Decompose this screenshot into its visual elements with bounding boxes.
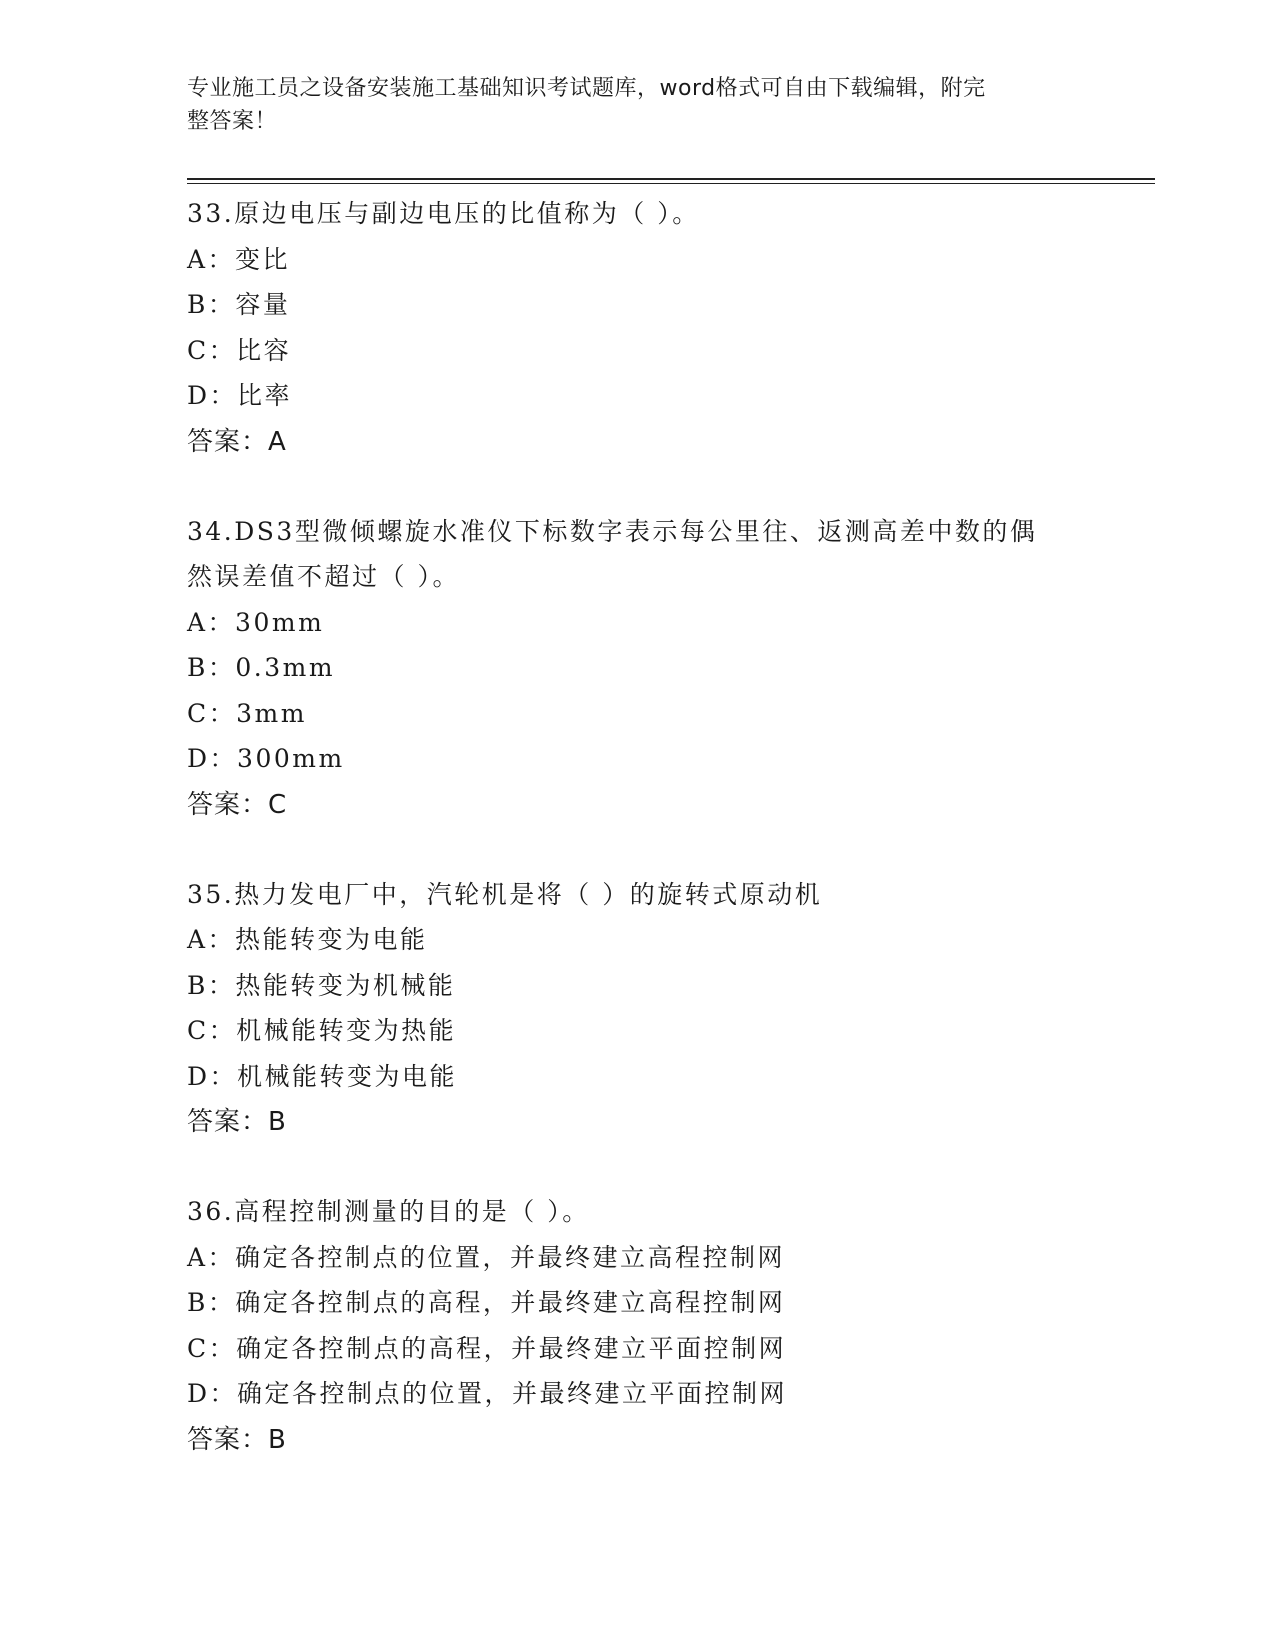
document-header (187, 72, 1087, 138)
question-title-continued: 然误差值不超过（ ）。 (187, 562, 460, 591)
answer-line: 答案：C (187, 789, 288, 820)
option-a: A：变比 (187, 244, 291, 274)
option-a: A：热能转变为电能 (187, 925, 428, 954)
answer-line: 答案：B (187, 1107, 287, 1137)
option-a: A：确定各控制点的位置，并最终建立高程控制网 (187, 1242, 786, 1272)
header-line-1: 专业施工员之设备安装施工基础知识考试题库，word格式可自由下载编辑，附完 (187, 76, 986, 101)
header-divider-thick (187, 178, 1155, 180)
question-35 (187, 872, 1087, 1146)
option-a: A：30mm (187, 607, 325, 637)
question-spacer (187, 1145, 1087, 1189)
option-d: D：比率 (187, 381, 293, 410)
answer-line: 答案：B (187, 1424, 287, 1455)
option-b: B：容量 (187, 290, 291, 319)
question-title: 34.DS3型微倾螺旋水准仪下标数字表示每公里往、返测高差中数的偶 (187, 516, 1038, 546)
question-title: 35.热力发电厂中，汽轮机是将（ ）的旋转式原动机 (187, 879, 823, 909)
option-b: B：热能转变为机械能 (187, 970, 456, 1000)
option-b: B：0.3mm (187, 653, 336, 682)
option-d: D：机械能转变为电能 (187, 1061, 458, 1091)
question-33 (187, 191, 1087, 465)
option-c: C：确定各控制点的高程，并最终建立平面控制网 (187, 1333, 787, 1363)
question-title: 33.原边电压与副边电压的比值称为（ ）。 (187, 199, 700, 228)
answer-line: 答案：A (187, 426, 287, 457)
option-c: C：3mm (187, 698, 307, 728)
header-divider-thin (187, 183, 1155, 184)
question-36 (187, 1189, 1087, 1463)
option-b: B：确定各控制点的高程，并最终建立高程控制网 (187, 1288, 786, 1317)
question-title: 36.高程控制测量的目的是（ ）。 (187, 1197, 590, 1226)
header-line-2: 整答案！ (187, 109, 278, 134)
option-c: C：比容 (187, 335, 292, 365)
question-spacer (187, 828, 1087, 872)
question-34 (187, 509, 1087, 828)
option-d: D：确定各控制点的位置，并最终建立平面控制网 (187, 1379, 788, 1408)
question-spacer (187, 465, 1087, 509)
option-c: C：机械能转变为热能 (187, 1016, 457, 1045)
question-list (187, 191, 1087, 1463)
option-d: D：300mm (187, 744, 345, 773)
